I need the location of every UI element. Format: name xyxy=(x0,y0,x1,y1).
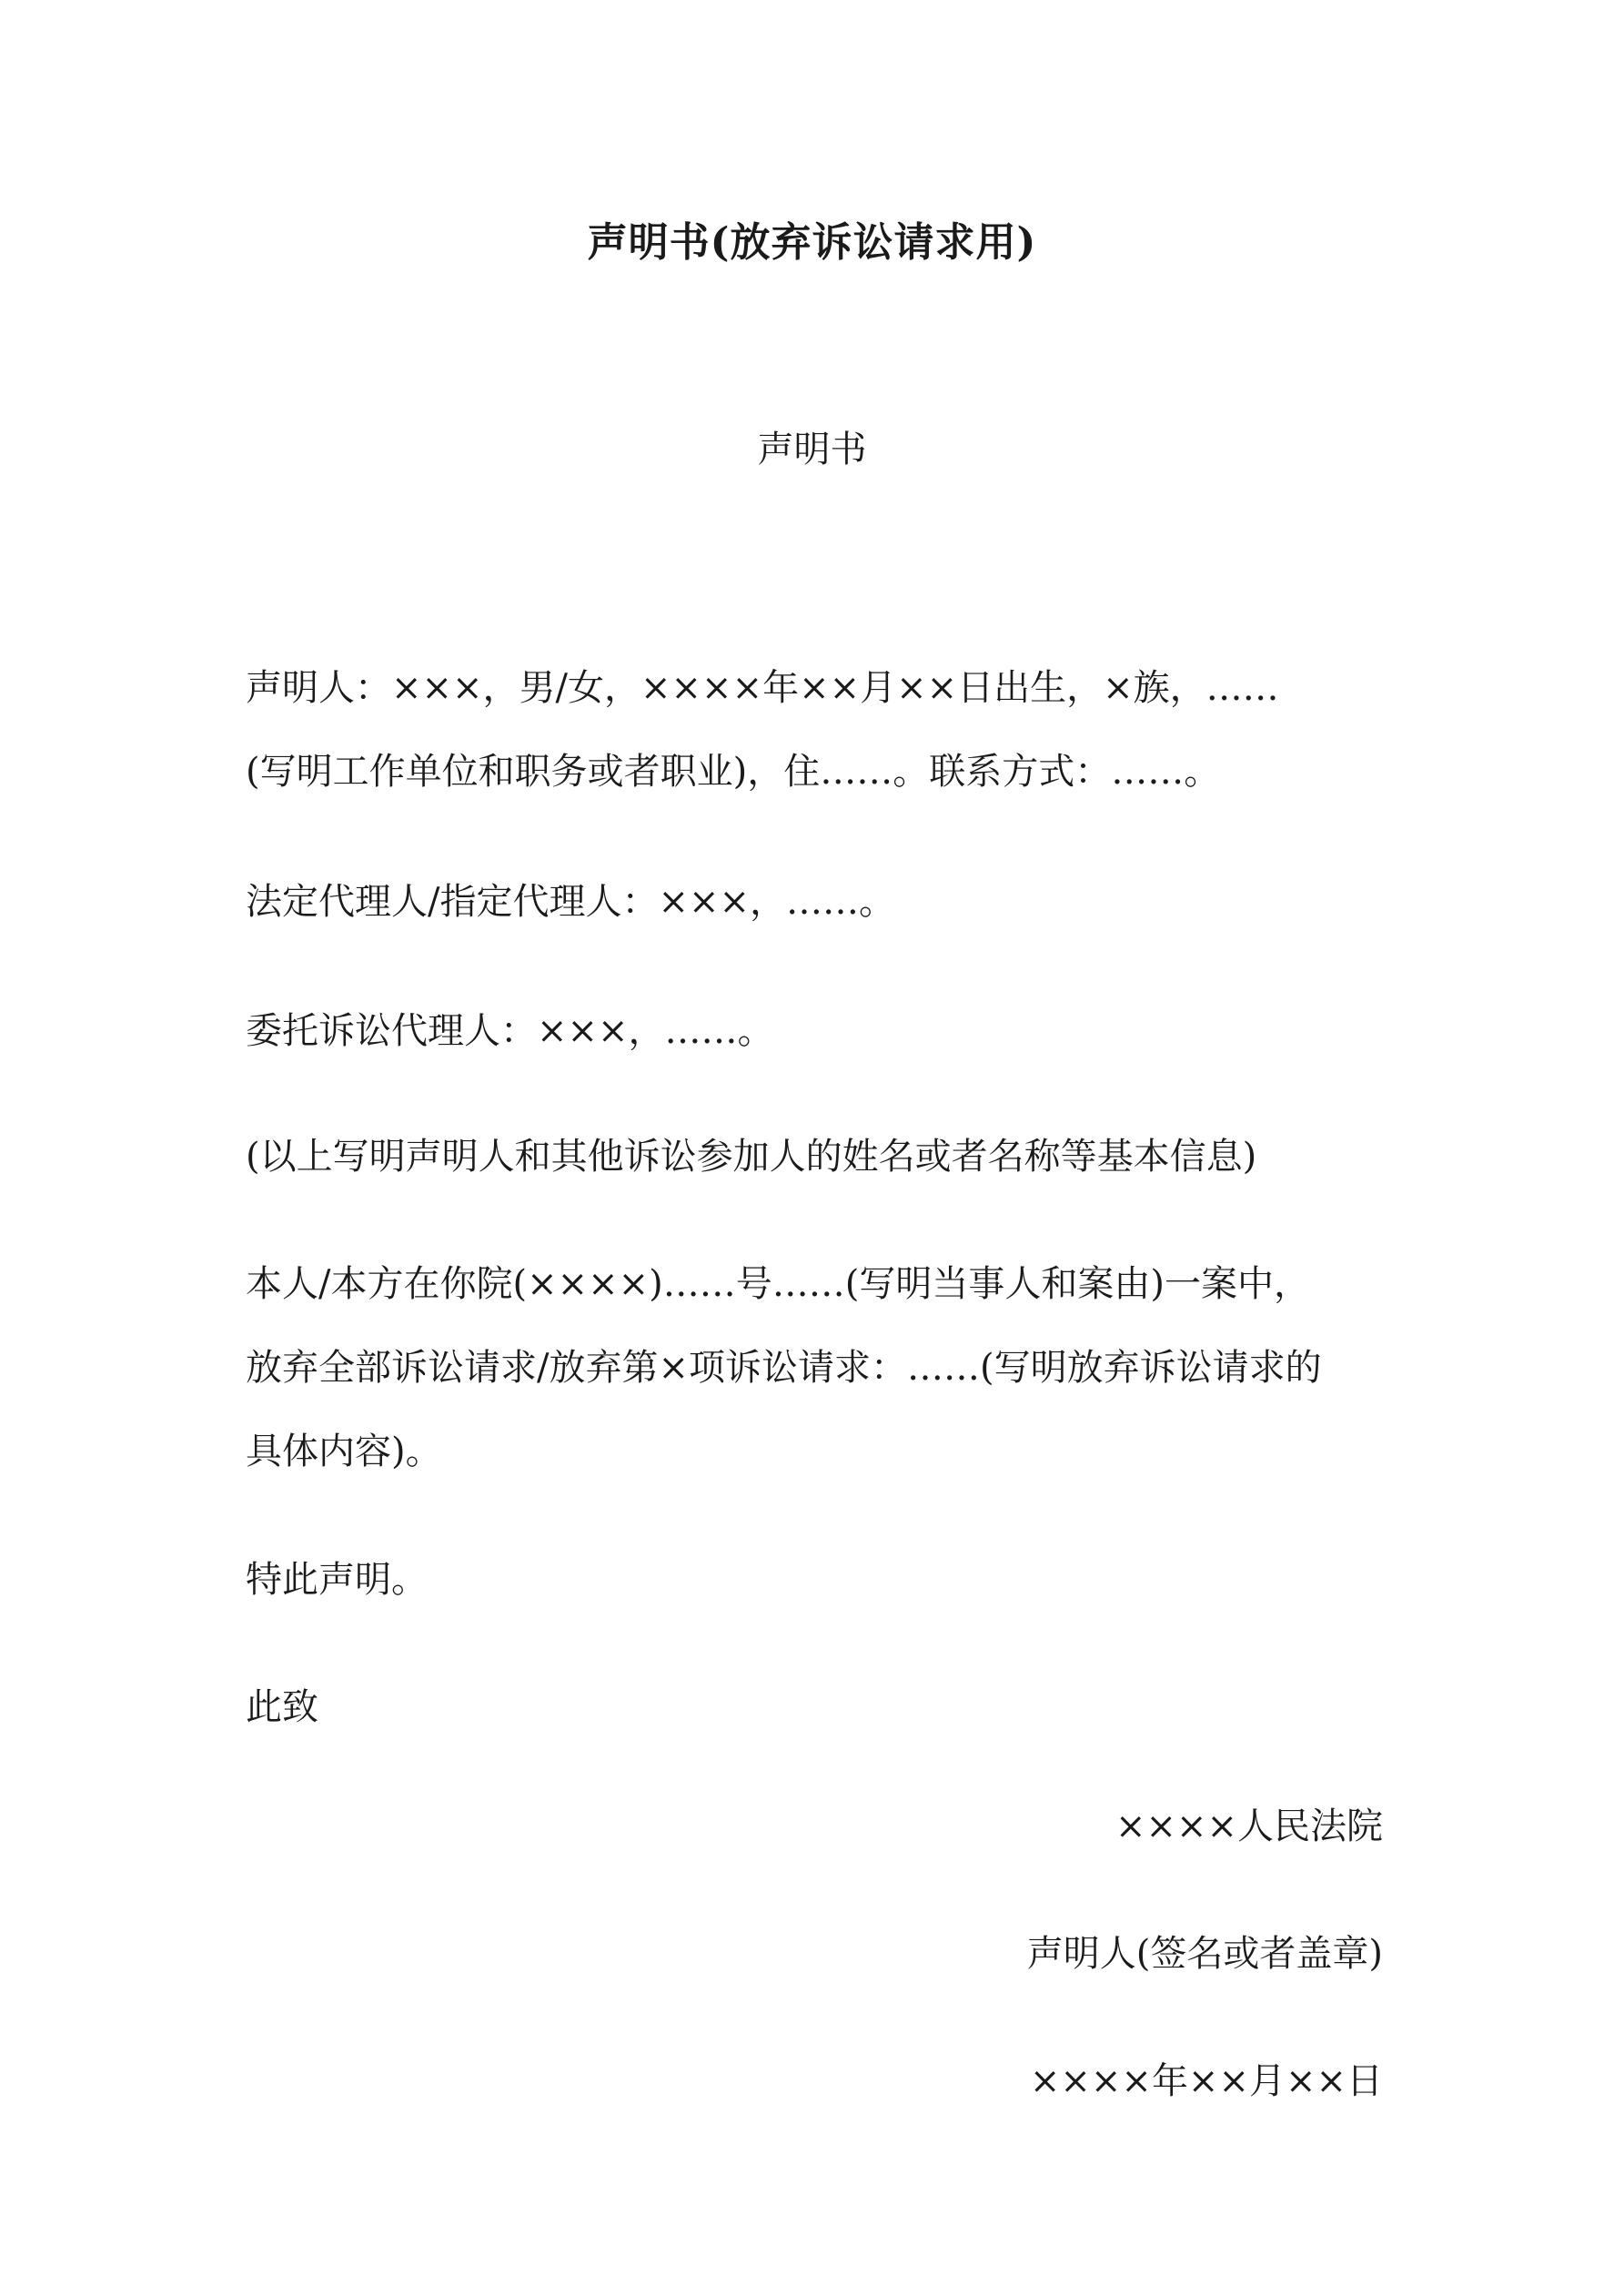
body-line-3: 具体内容)。 xyxy=(246,1431,442,1472)
signature-line: 声明人(签名或者盖章) xyxy=(1026,1933,1383,1975)
court-name: ××××人民法院 xyxy=(1115,1805,1383,1847)
document-title: 声明书(放弃诉讼请求用) xyxy=(587,219,1037,266)
body-line-1: 本人/本方在你院(××××)……号……(写明当事人和案由)一案中， xyxy=(246,1263,1310,1305)
body-line-2: 放弃全部诉讼请求/放弃第×项诉讼请求：……(写明放弃诉讼请求的 xyxy=(246,1347,1322,1389)
document-subtitle: 声明书 xyxy=(757,429,867,470)
date-line: ××××年××月××日 xyxy=(1029,2060,1383,2102)
declarant-line-2: (写明工作单位和职务或者职业)，住……。联系方式：……。 xyxy=(246,751,1221,793)
entrusted-agent-line: 委托诉讼代理人：×××，……。 xyxy=(246,1010,774,1052)
salutation-line: 此致 xyxy=(246,1686,318,1728)
declarant-line-1: 声明人：×××，男/女，××××年××月××日出生，×族，…… xyxy=(246,667,1279,709)
legal-agent-line: 法定代理人/指定代理人：×××，……。 xyxy=(246,881,896,923)
party-info-note: (以上写明声明人和其他诉讼参加人的姓名或者名称等基本信息) xyxy=(246,1136,1257,1178)
statement-line: 特此声明。 xyxy=(246,1559,428,1601)
